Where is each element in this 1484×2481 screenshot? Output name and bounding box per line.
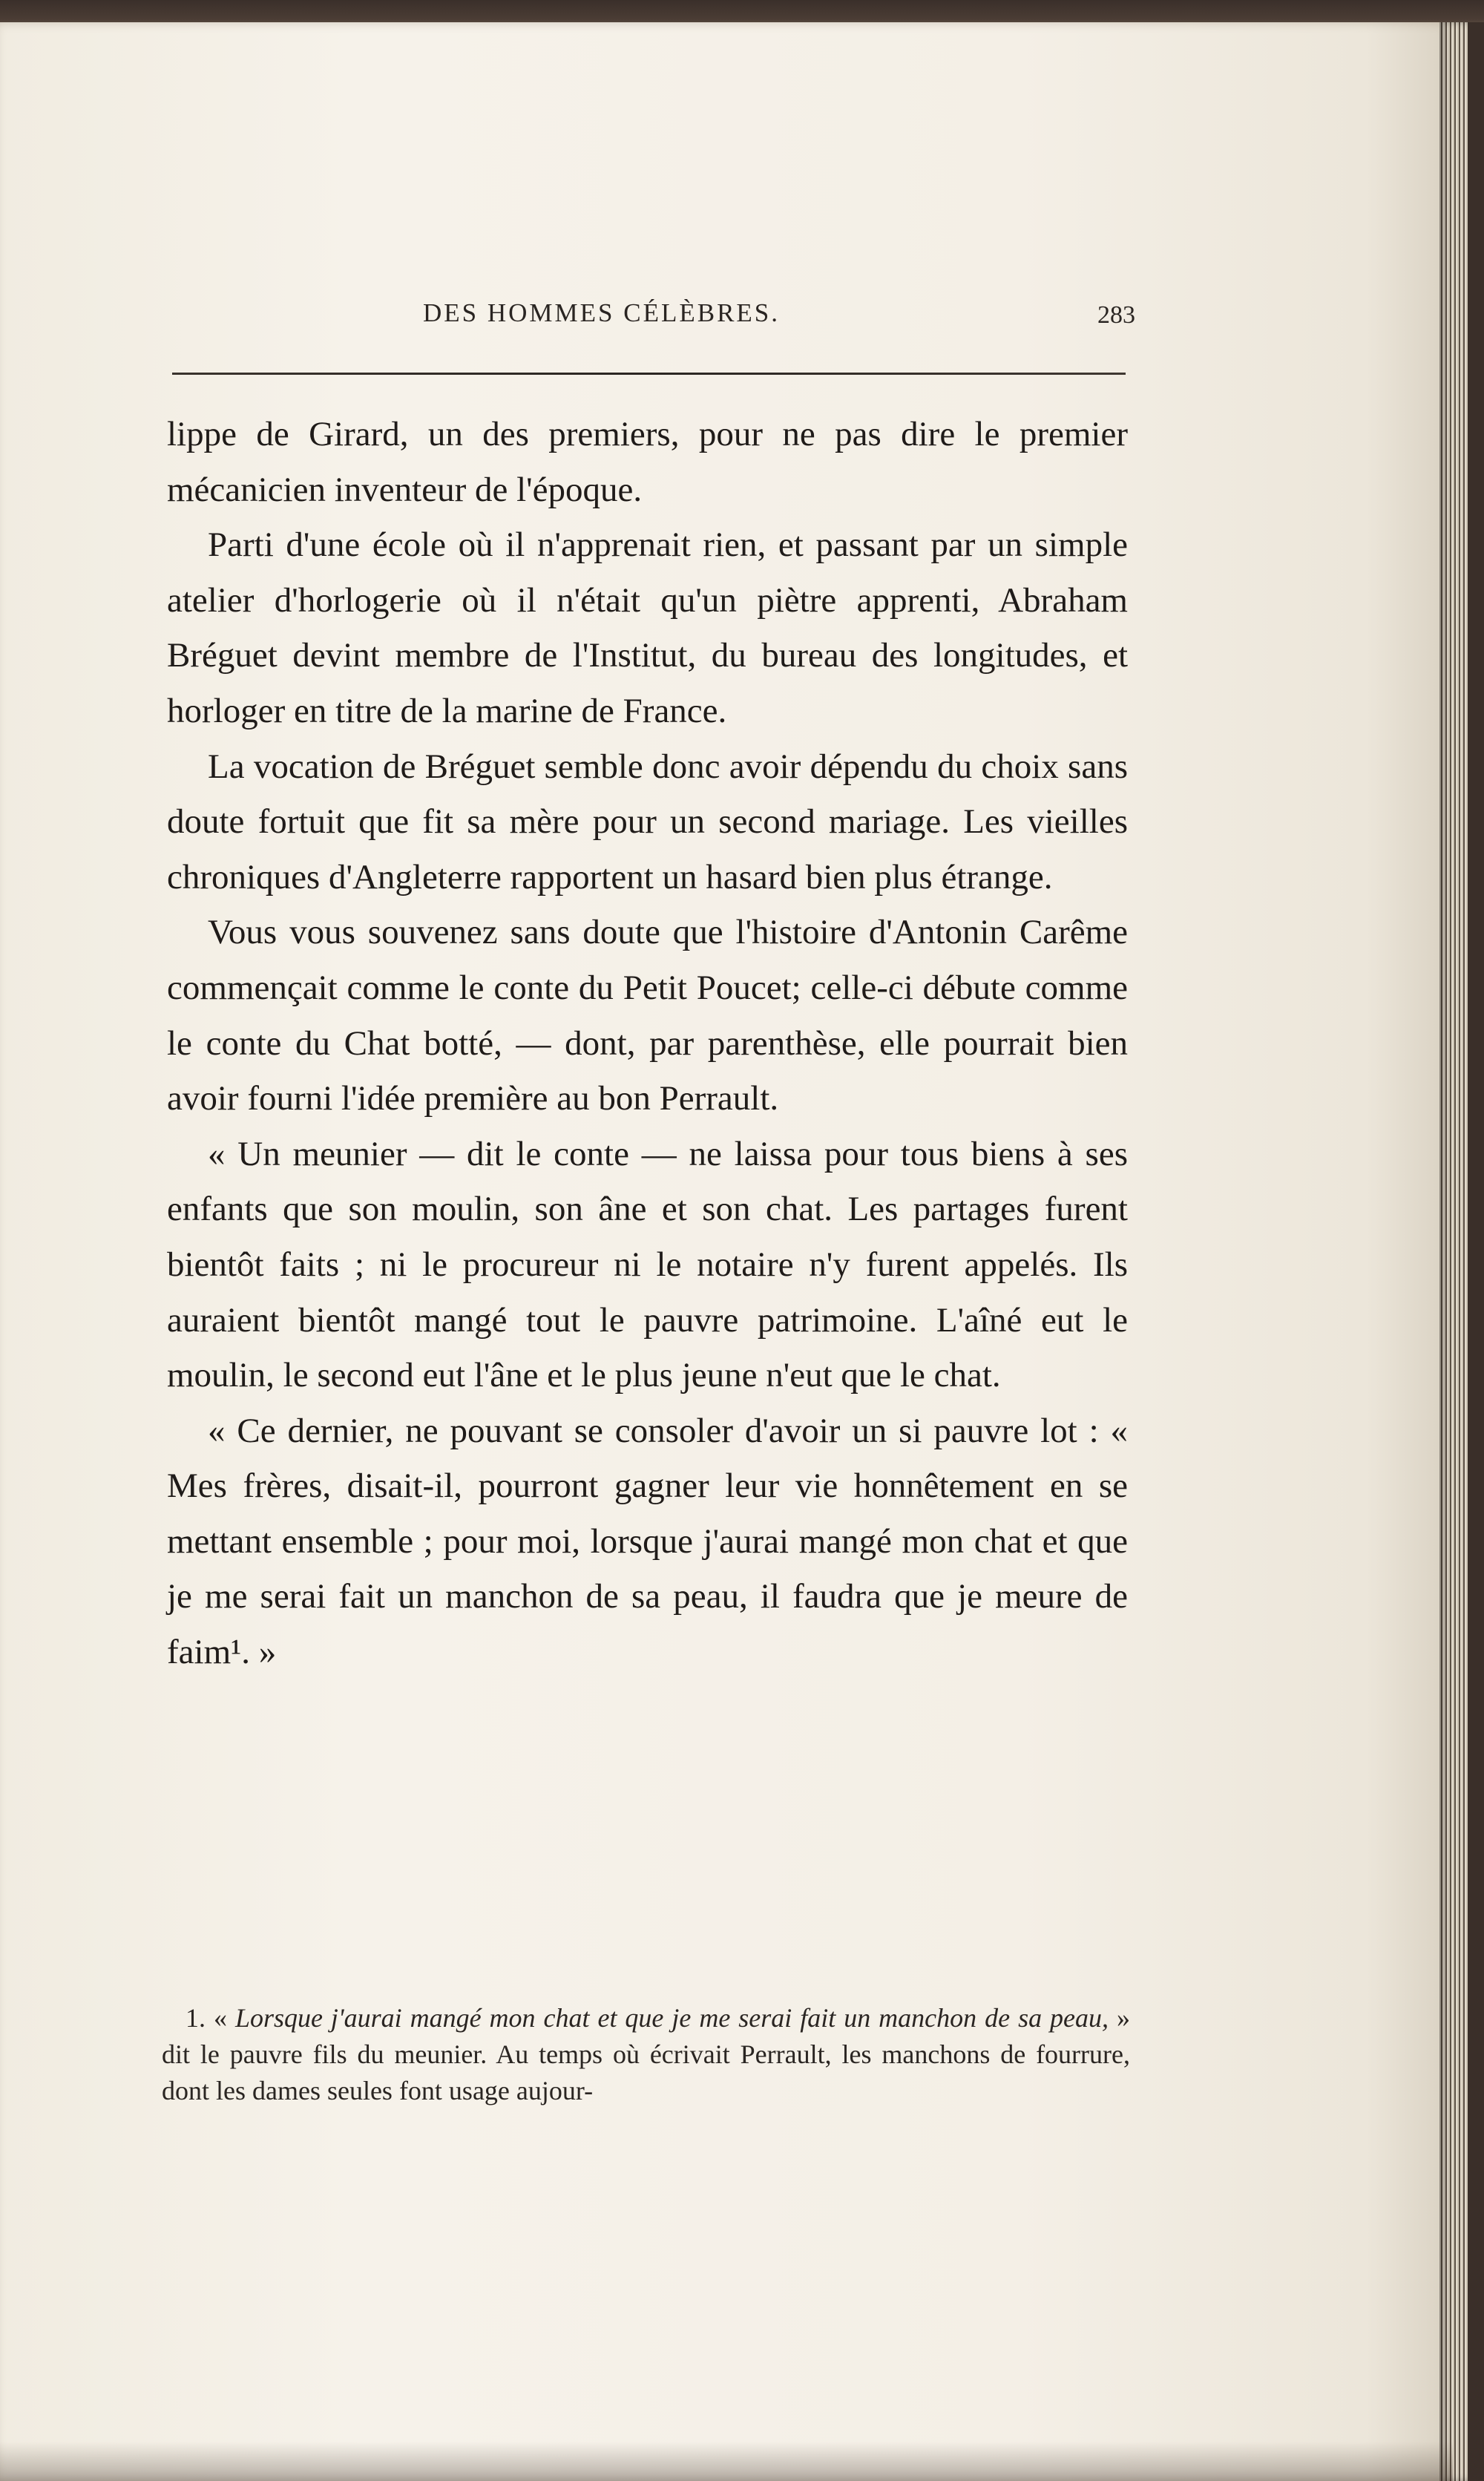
paragraph: Vous vous souvenez sans doute que l'histoire d'Antonin Carême commençait comme le conte du Petit Poucet; celle-ci débute comme le conte du Chat botté, — dont, par parenthèse, elle pourrait bien avoir fourni l'idée première au bon Perrault. — [167, 913, 1128, 1118]
header-rule — [172, 373, 1126, 375]
footnote-text: » dit le pauvre fils du meunier. Au temps où écrivait Perrault, les manchons de fourrure, dont les dames seules font usage aujour- — [162, 2003, 1130, 2105]
page-bottom-shadow — [0, 2442, 1453, 2481]
paragraph: « Ce dernier, ne pouvant se consoler d'avoir un si pauvre lot : « Mes frères, disait-il, pourront gagner leur vie honnêtement en se mettant ensemble ; pour moi, lorsque j'aurai mangé mon chat et que je me serai fait un manchon de sa peau, il faudra que je meure de faim¹. » — [167, 1411, 1128, 1672]
main-text — [167, 407, 1128, 1680]
footnote — [162, 2000, 1130, 2109]
footnote-quote: Lorsque j'aurai mangé mon chat et que je me serai fait un manchon de sa peau, — [234, 2003, 1109, 2033]
page-number: 283 — [1097, 301, 1135, 329]
paragraph: « Un meunier — dit le conte — ne laissa pour tous biens à ses enfants que son moulin, son âne et son chat. Les partages furent bientôt faits ; ni le procureur ni le notaire n'y furent appelés. Ils auraient bientôt mangé tout le pauvre patrimoine. L'aîné eut le moulin, le second eut l'âne et le plus jeune n'eut que le chat. — [167, 1134, 1128, 1395]
paragraph: La vocation de Bréguet semble donc avoir dépendu du choix sans doute fortuit que fit sa mère pour un second mariage. Les vieilles chroniques d'Angleterre rapportent un hasard bien plus étrange. — [167, 747, 1128, 897]
book-cover-edge — [1468, 22, 1484, 2481]
paragraph: lippe de Girard, un des premiers, pour ne pas dire le premier mécanicien inventeur de l'époque. — [167, 415, 1128, 509]
footnote-marker: 1. « — [186, 2003, 227, 2033]
paragraph: Parti d'une école où il n'apprenait rien, et passant par un simple atelier d'horlogerie où il n'était qu'un piètre apprenti, Abraham Bréguet devint membre de l'Institut, du bureau des longitudes, et horloger en titre de la marine de France. — [167, 525, 1128, 730]
running-head: DES HOMMES CÉLÈBRES. — [423, 298, 781, 327]
page-header — [423, 298, 1135, 343]
